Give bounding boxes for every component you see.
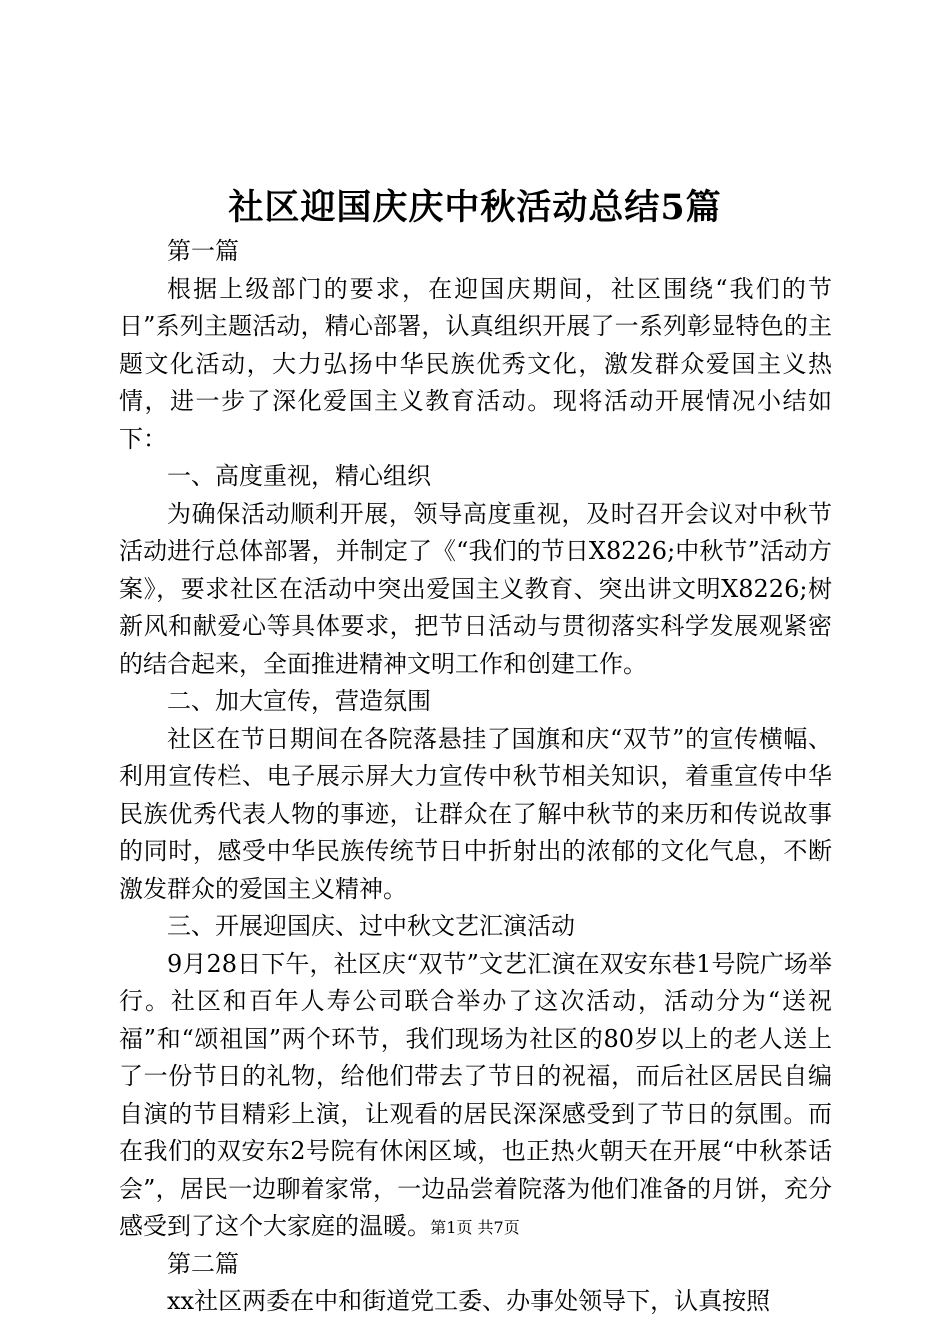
page-footer: 第1页 共7页 bbox=[430, 1218, 520, 1237]
document-body bbox=[119, 233, 832, 1321]
subsection-heading: 三、开展迎国庆、过中秋文艺汇演活动 bbox=[167, 912, 575, 940]
section-heading: 第一篇 bbox=[167, 237, 239, 265]
paragraph: xx社区两委在中和街道党工委、办事处领导下，认真按照 bbox=[167, 1287, 771, 1315]
paragraph: 根据上级部门的要求，在迎国庆期间，社区围绕“我们的节日”系列主题活动，精心部署，认真组织开展了一系列彰显特色的主题文化活动，大力弘扬中华民族优秀文化，激发群众爱国主义热情，进一步了深化爱国主义教育活动。现将活动开展情况小结如下： bbox=[119, 274, 832, 453]
paragraph: 为确保活动顺利开展，领导高度重视，及时召开会议对中秋节活动进行总体部署，并制定了《“我们的节日X8226;中秋节”活动方案》，要求社区在活动中突出爱国主义教育、突出讲文明X8226;树新风和献爱心等具体要求，把节日活动与贯彻落实科学发展观紧密的结合起来，全面推进精神文明工作和创建工作。 bbox=[119, 499, 832, 678]
document-title: 社区迎国庆庆中秋活动总结5篇 bbox=[228, 187, 722, 228]
paragraph: 社区在节日期间在各院落悬挂了国旗和庆“双节”的宣传横幅、利用宣传栏、电子展示屏大力宣传中秋节相关知识，着重宣传中华民族优秀代表人物的事迹，让群众在了解中秋节的来历和传说故事的同时，感受中华民族传统节日中折射出的浓郁的文化气息，不断激发群众的爱国主义精神。 bbox=[119, 724, 832, 903]
subsection-heading: 二、加大宣传，营造氛围 bbox=[167, 687, 431, 715]
section-heading: 第二篇 bbox=[167, 1249, 239, 1278]
paragraph: 9月28日下午，社区庆“双节”文艺汇演在双安东巷1号院广场举行。社区和百年人寿公司联合举办了这次活动，活动分为“送祝福”和“颂祖国”两个环节，我们现场为社区的80岁以上的老人送上了一份节日的礼物，给他们带去了节日的祝福，而后社区居民自编自演的节目精彩上演，让观看的居民深深感受到了节日的氛围。而在我们的双安东2号院有休闲区域，也正热火朝天在开展“中秋茶话会”，居民一边聊着家常，一边品尝着院落为他们准备的月饼，充分感受到了这个大家庭的温暖。 bbox=[119, 949, 832, 1240]
subsection-heading: 一、高度重视，精心组织 bbox=[167, 462, 431, 490]
